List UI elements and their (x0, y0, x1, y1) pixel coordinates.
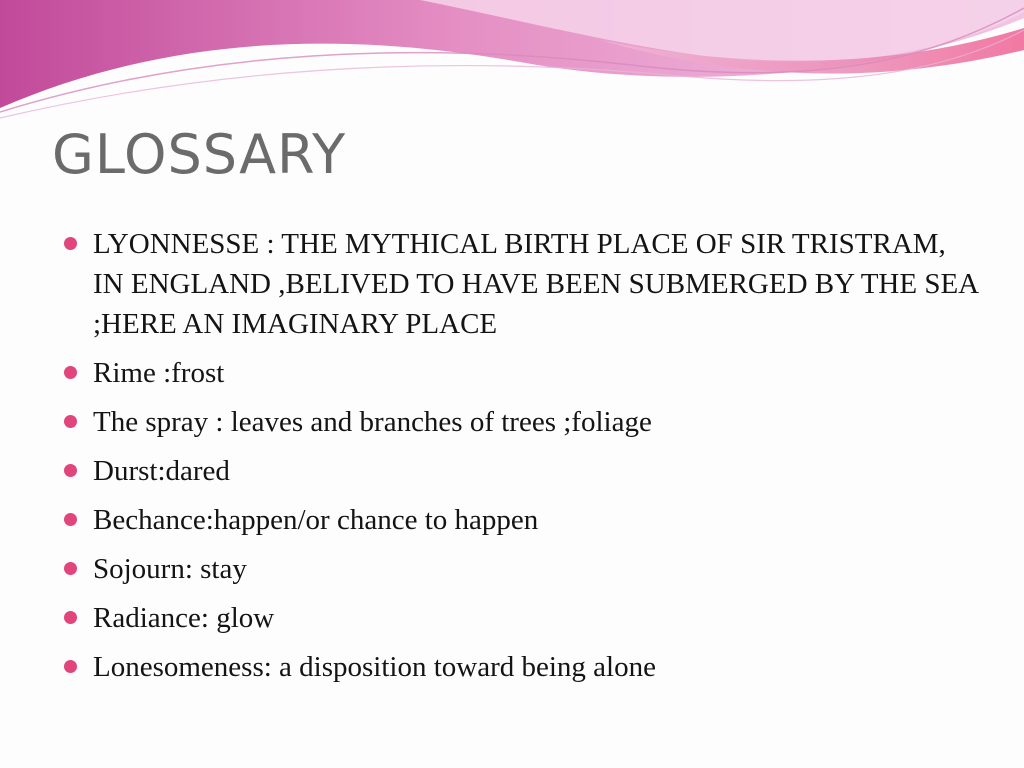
glossary-entry-text: Radiance: glow (93, 602, 275, 634)
slide-title: GLOSSARY (52, 123, 347, 186)
glossary-entry-text: Sojourn: stay (93, 553, 247, 585)
bullet-dot-icon (64, 366, 77, 379)
list-item (60, 500, 980, 540)
list-item (60, 402, 980, 442)
glossary-entry-text: Rime :frost (93, 357, 225, 389)
bullet-dot-icon (64, 237, 77, 250)
glossary-entry-text: The spray : leaves and branches of trees ;foliage (93, 406, 652, 438)
bullet-dot-icon (64, 660, 77, 673)
list-item (60, 598, 980, 638)
glossary-entry-text: Lonesomeness: a disposition toward being alone (93, 651, 656, 683)
list-item (60, 549, 980, 589)
glossary-list (60, 224, 980, 696)
bullet-dot-icon (64, 562, 77, 575)
list-item (60, 353, 980, 393)
glossary-entry-text: Durst:dared (93, 455, 230, 487)
bullet-dot-icon (64, 611, 77, 624)
list-item (60, 451, 980, 491)
decorative-wave-header (0, 0, 1024, 130)
bullet-dot-icon (64, 513, 77, 526)
list-item (60, 224, 980, 344)
list-item (60, 647, 980, 687)
bullet-dot-icon (64, 464, 77, 477)
bullet-dot-icon (64, 415, 77, 428)
glossary-entry-text: Bechance:happen/or chance to happen (93, 504, 539, 536)
glossary-entry-text: LYONNESSE : THE MYTHICAL BIRTH PLACE OF SIR TRISTRAM, IN ENGLAND ,BELIVED TO HAVE BEEN SUBMERGED BY THE SEA ;HERE AN IMAGINARY PLACE (93, 228, 978, 340)
